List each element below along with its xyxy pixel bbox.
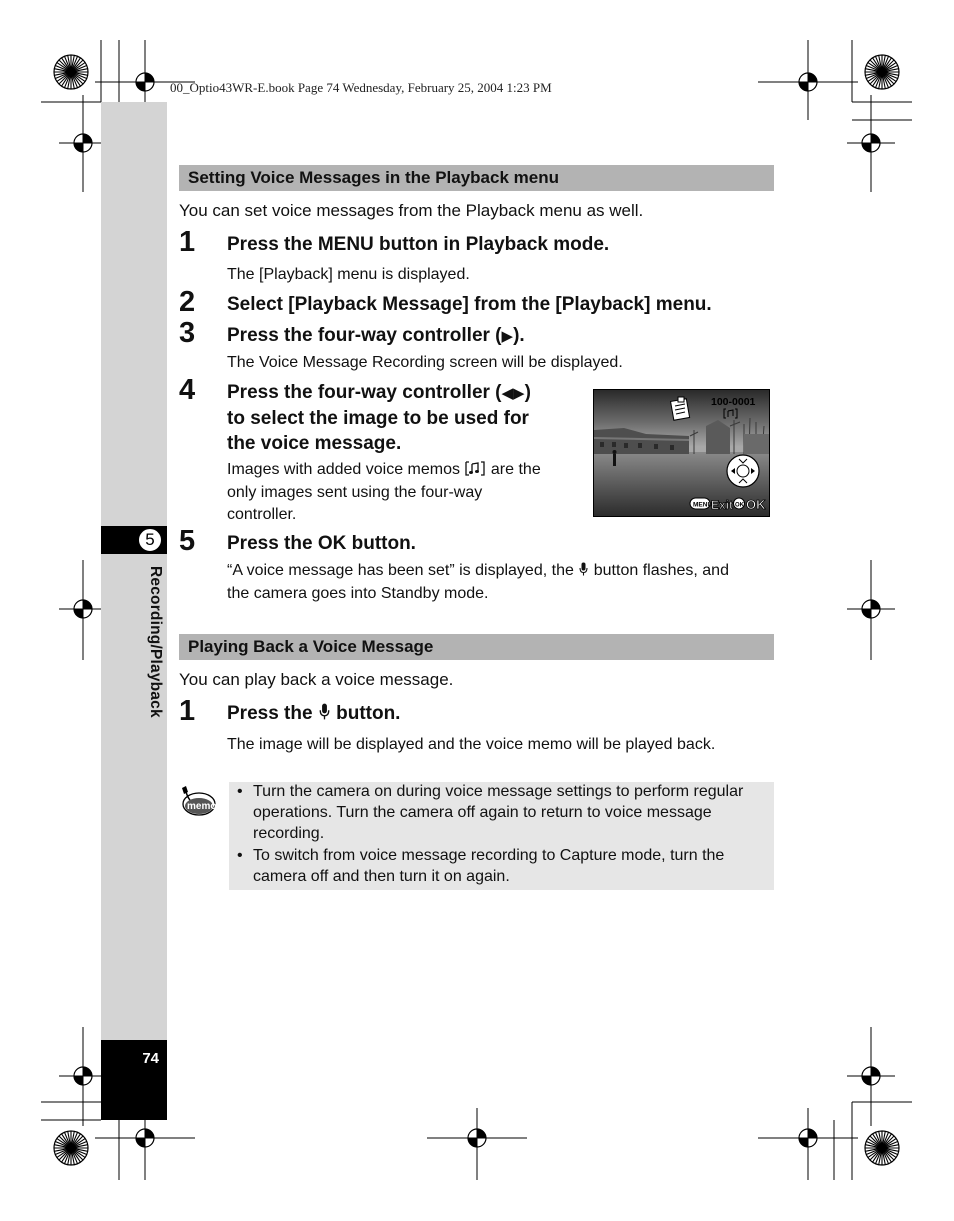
step-title: Press the four-way controller (▶). (227, 325, 525, 346)
section-intro: You can set voice messages from the Playback menu as well. (179, 201, 644, 220)
svg-text:memo: memo (187, 801, 217, 812)
camera-photo (594, 390, 769, 516)
file-number: 100-0001 (711, 396, 756, 408)
step-number: 5 (179, 525, 196, 557)
section-intro: You can play back a voice message. (179, 670, 454, 689)
memo-bullet-item: • To switch from voice message recording to Capture mode, turn the camera off and then turn it on again. (237, 847, 725, 885)
svg-text:OK: OK (735, 502, 744, 509)
step-title: Press the button. (227, 703, 401, 724)
step-number: 1 (179, 226, 196, 258)
step-description: The image will be displayed and the voice memo will be played back. (227, 736, 716, 753)
print-header: 00_Optio43WR-E.book Page 74 Wednesday, February 25, 2004 1:23 PM (170, 80, 552, 95)
camera-screen-illustration (593, 389, 770, 517)
step-description: Images with added voice memos are the only images sent using the four-way controller. (227, 461, 541, 523)
four-way-controller-icon (727, 455, 759, 487)
step-title: Press the four-way controller (◀▶) to select the image to be used for the voice message. (227, 382, 531, 454)
chapter-title: Recording/Playback (147, 566, 164, 718)
step-title: Press the MENU button in Playback mode. (227, 234, 610, 255)
chapter-number: 5 (138, 528, 162, 552)
step-number: 3 (179, 317, 196, 349)
microphone-icon (319, 703, 330, 720)
step-title: Select [Playback Message] from the [Playback] menu. (227, 294, 712, 315)
microphone-icon (579, 562, 588, 576)
step-title: Press the OK button. (227, 533, 416, 554)
step-description: “A voice message has been set” is displayed, the button flashes, and the camera goes into Standby mode. (227, 562, 729, 602)
memo-bullet-item: • Turn the camera on during voice message settings to perform regular operations. Turn the camera off again to return to voice message recording. (237, 783, 744, 842)
svg-text:Exit: Exit (711, 498, 734, 512)
svg-text:OK: OK (746, 497, 766, 512)
section-heading-playing-back: Playing Back a Voice Message (179, 634, 774, 660)
step-number: 1 (179, 695, 196, 727)
voice-memo-icon (464, 461, 486, 476)
right-arrow-icon: ▶ (501, 328, 514, 345)
section-heading-setting-voice: Setting Voice Messages in the Playback menu (179, 165, 774, 191)
step-description: The [Playback] menu is displayed. (227, 266, 470, 283)
svg-text:MENU: MENU (693, 501, 713, 509)
step-description: The Voice Message Recording screen will be displayed. (227, 354, 623, 371)
page-number: 74 (142, 1050, 159, 1067)
memo-icon (178, 784, 218, 818)
step-number: 4 (179, 374, 196, 406)
step-number: 2 (179, 286, 196, 318)
left-right-arrows-icon: ◀▶ (501, 385, 525, 402)
